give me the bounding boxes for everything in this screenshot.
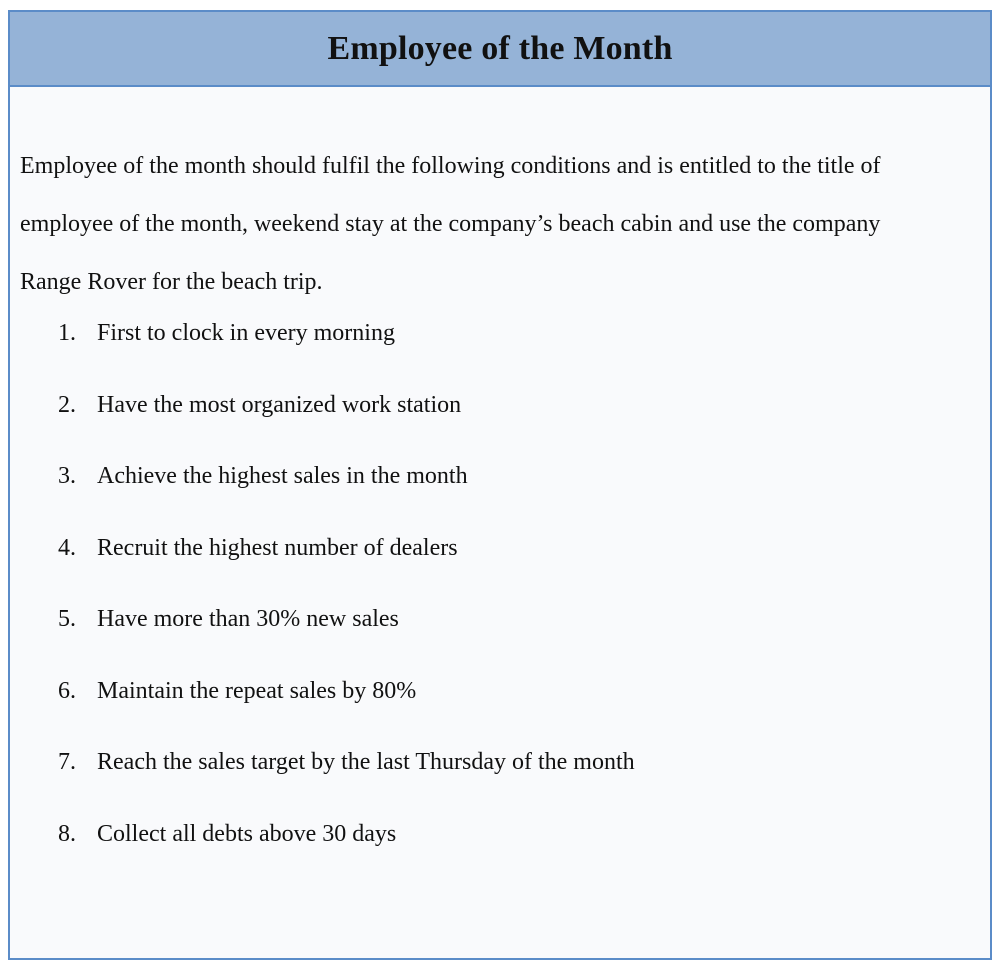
- list-item-text: Have the most organized work station: [97, 391, 462, 418]
- list-item-number: 1.: [58, 320, 76, 346]
- title-bar: [10, 12, 990, 87]
- list-item-number: 8.: [58, 820, 76, 847]
- document-frame: [8, 10, 992, 960]
- list-item-text: Reach the sales target by the last Thursday of the month: [97, 749, 635, 775]
- list-item-text: Achieve the highest sales in the month: [97, 463, 468, 489]
- list-item-text: Have more than 30% new sales: [97, 606, 399, 632]
- intro-paragraph: [20, 137, 970, 311]
- list-item-text: First to clock in every morning: [97, 320, 395, 346]
- list-item-number: 4.: [58, 534, 76, 561]
- list-item-text: Maintain the repeat sales by 80%: [97, 677, 417, 704]
- list-item-number: 2.: [58, 391, 76, 418]
- intro-line-1: Employee of the month should fulfil the following conditions and is entitled to the title of: [20, 153, 881, 179]
- intro-line-3: Range Rover for the beach trip.: [20, 269, 323, 295]
- list-item-number: 6.: [58, 677, 76, 704]
- list-item-number: 5.: [58, 606, 76, 632]
- list-item-number: 3.: [58, 463, 76, 489]
- list-item-text: Recruit the highest number of dealers: [97, 534, 458, 561]
- page-title: Employee of the Month: [327, 29, 673, 67]
- list-item-number: 7.: [58, 749, 76, 775]
- intro-line-2: employee of the month, weekend stay at the company’s beach cabin and use the company: [20, 211, 881, 237]
- list-item-text: Collect all debts above 30 days: [97, 820, 397, 847]
